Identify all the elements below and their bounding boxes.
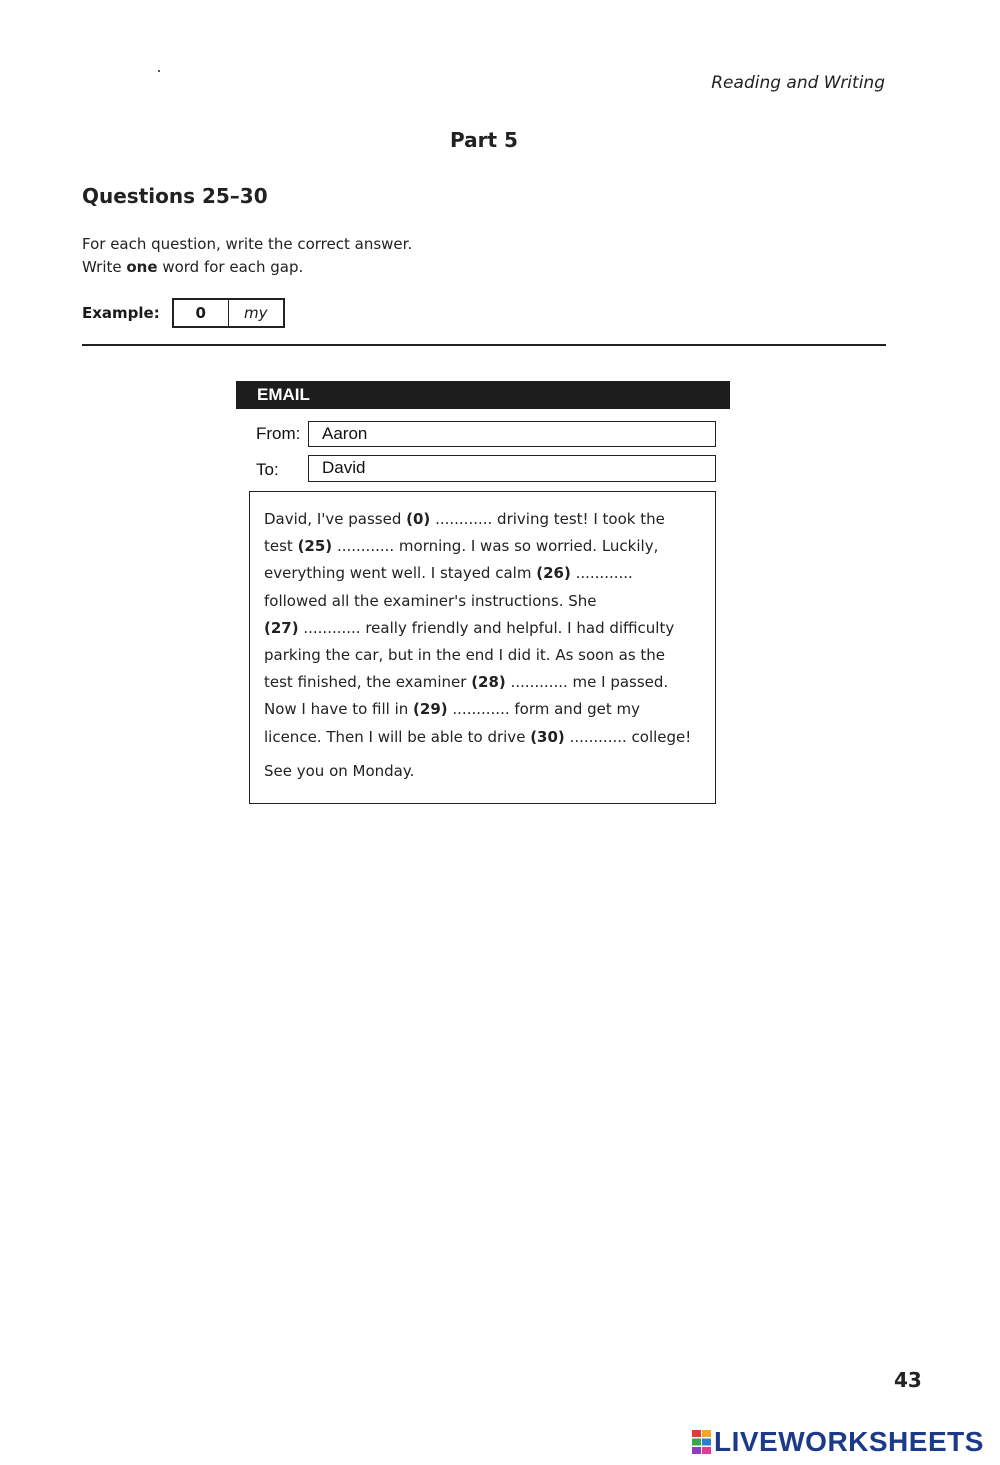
gap-number: (25) (297, 537, 333, 556)
gap-text: ............ really friendly and helpful. I had difficulty (298, 618, 675, 637)
brand-name: LIVEWORKSHEETS (714, 1426, 984, 1457)
email-body-text (264, 506, 704, 751)
divider (82, 344, 886, 346)
gap-text: ............ morning. I was so worried. Luckily, (332, 537, 659, 556)
text: test finished, the examiner (264, 673, 472, 692)
body-line (264, 615, 704, 642)
instruction-line-2 (82, 256, 412, 279)
questions-title: Questions 25–30 (82, 184, 268, 208)
gap-number: (27) (264, 618, 299, 637)
text: David, I've passed (264, 510, 407, 528)
from-field: Aaron (308, 421, 716, 447)
part-title: Part 5 (450, 128, 518, 152)
gap-text: ............ (570, 564, 633, 583)
section-label: Reading and Writing (711, 73, 885, 93)
instruction-text: Write (82, 258, 127, 276)
body-line (264, 560, 704, 587)
body-line (264, 506, 704, 533)
text: parking the car, but in the end I did it. As soon as the (264, 646, 666, 665)
liveworksheets-logo-icon (692, 1430, 711, 1454)
text: test (264, 537, 298, 556)
gap-text: ............ college! (564, 727, 692, 746)
text: licence. Then I will be able to drive (264, 727, 531, 746)
body-line (264, 696, 704, 723)
example-row (82, 298, 285, 328)
gap-text: ............ driving test! I took the (430, 510, 665, 528)
gap-number: (29) (413, 700, 448, 719)
gap-text: ............ form and get my (447, 700, 640, 719)
email-title-bar (236, 381, 730, 409)
example-number: 0 (174, 300, 229, 326)
instructions (82, 233, 412, 279)
text: Now I have to fill in (264, 700, 414, 719)
text: everything went well. I stayed calm (264, 564, 537, 583)
page-number: 43 (894, 1368, 922, 1392)
from-label: From: (256, 424, 301, 443)
gap-text: ............ me I passed. (505, 673, 669, 692)
gap-number: (26) (536, 564, 571, 583)
body-line (264, 533, 704, 560)
gap-number: (0) (406, 510, 431, 528)
brand-watermark (692, 1426, 984, 1458)
body-line (264, 642, 704, 669)
email-closing: See you on Monday. (264, 762, 415, 780)
body-line (264, 724, 704, 751)
gap-number: (30) (530, 727, 565, 746)
email-body (249, 491, 716, 804)
gap-number: (28) (471, 673, 506, 692)
email-title: EMAIL (257, 385, 310, 404)
instruction-text: word for each gap. (157, 258, 304, 276)
example-box (172, 298, 285, 328)
to-field: David (308, 455, 716, 482)
to-label: To: (256, 460, 279, 479)
example-answer: my (243, 304, 268, 322)
body-line (264, 669, 704, 696)
instruction-emphasis: one (126, 258, 158, 276)
body-line (264, 588, 704, 615)
scan-speck (158, 70, 160, 72)
example-label: Example: (82, 304, 160, 322)
text: followed all the examiner's instructions. She (264, 591, 597, 610)
instruction-line-1: For each question, write the correct answer. (82, 235, 413, 253)
